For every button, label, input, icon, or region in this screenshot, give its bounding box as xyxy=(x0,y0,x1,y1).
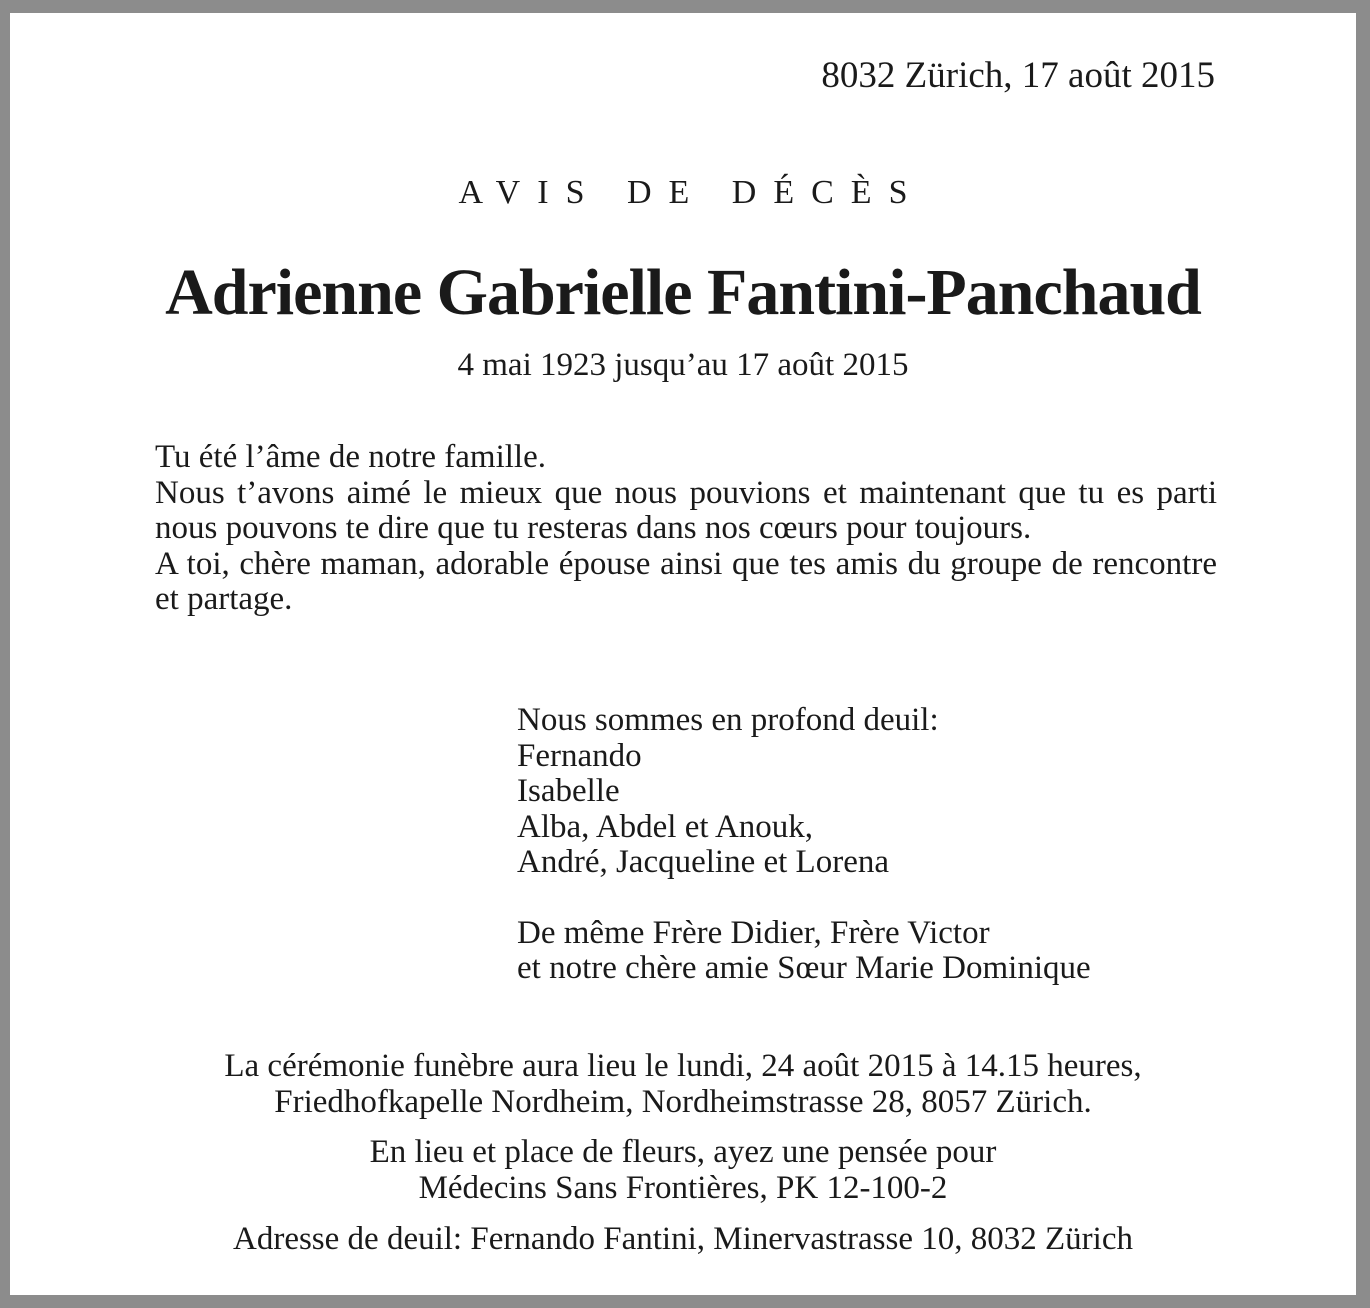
mourning-address: Adresse de deuil: Fernando Fantini, Minervastrasse 10, 8032 Zürich xyxy=(233,1221,1133,1257)
spacer xyxy=(517,881,1091,916)
notice-title: AVIS DE DÉCÈS xyxy=(458,174,925,211)
donation-note: En lieu et place de fleurs, ayez une pensée pour xyxy=(369,1134,997,1170)
memorial-paragraph: Nous t’avons aimé le mieux que nous pouvions et maintenant que tu es parti nous pouvons te dire que tu resteras dans nos cœurs pour toujours. xyxy=(155,474,1217,547)
memorial-paragraph: A toi, chère maman, adorable épouse ainsi que tes amis du groupe de rencontre et partage. xyxy=(155,545,1217,618)
mourner-name: André, Jacqueline et Lorena xyxy=(517,844,889,880)
mourners-also: et notre chère amie Sœur Marie Dominique xyxy=(517,950,1091,986)
mourner-name: Isabelle xyxy=(517,773,620,809)
deceased-name: Adrienne Gabrielle Fantini-Panchaud xyxy=(165,256,1201,329)
mourners-intro: Nous sommes en profond deuil: xyxy=(517,702,939,738)
memorial-line: Tu été l’âme de notre famille. xyxy=(155,439,546,475)
mourners-list xyxy=(517,703,1091,987)
donation-recipient: Médecins Sans Frontières, PK 12-100-2 xyxy=(418,1169,948,1206)
obituary-page xyxy=(10,13,1356,1295)
memorial-text xyxy=(155,440,1217,618)
ceremony-location: Friedhofkapelle Nordheim, Nordheimstrasse 28, 8057 Zürich. xyxy=(274,1083,1092,1120)
ceremony-info xyxy=(10,1049,1356,1206)
lifespan-dates: 4 mai 1923 jusqu’au 17 août 2015 xyxy=(457,347,909,383)
mourner-name: Alba, Abdel et Anouk, xyxy=(517,808,814,845)
ceremony-date: La cérémonie funèbre aura lieu le lundi, 24 août 2015 à 14.15 heures, xyxy=(224,1048,1142,1084)
mourner-name: Fernando xyxy=(517,737,642,774)
mourners-also: De même Frère Didier, Frère Victor xyxy=(517,914,990,951)
dateline: 8032 Zürich, 17 août 2015 xyxy=(821,55,1215,96)
